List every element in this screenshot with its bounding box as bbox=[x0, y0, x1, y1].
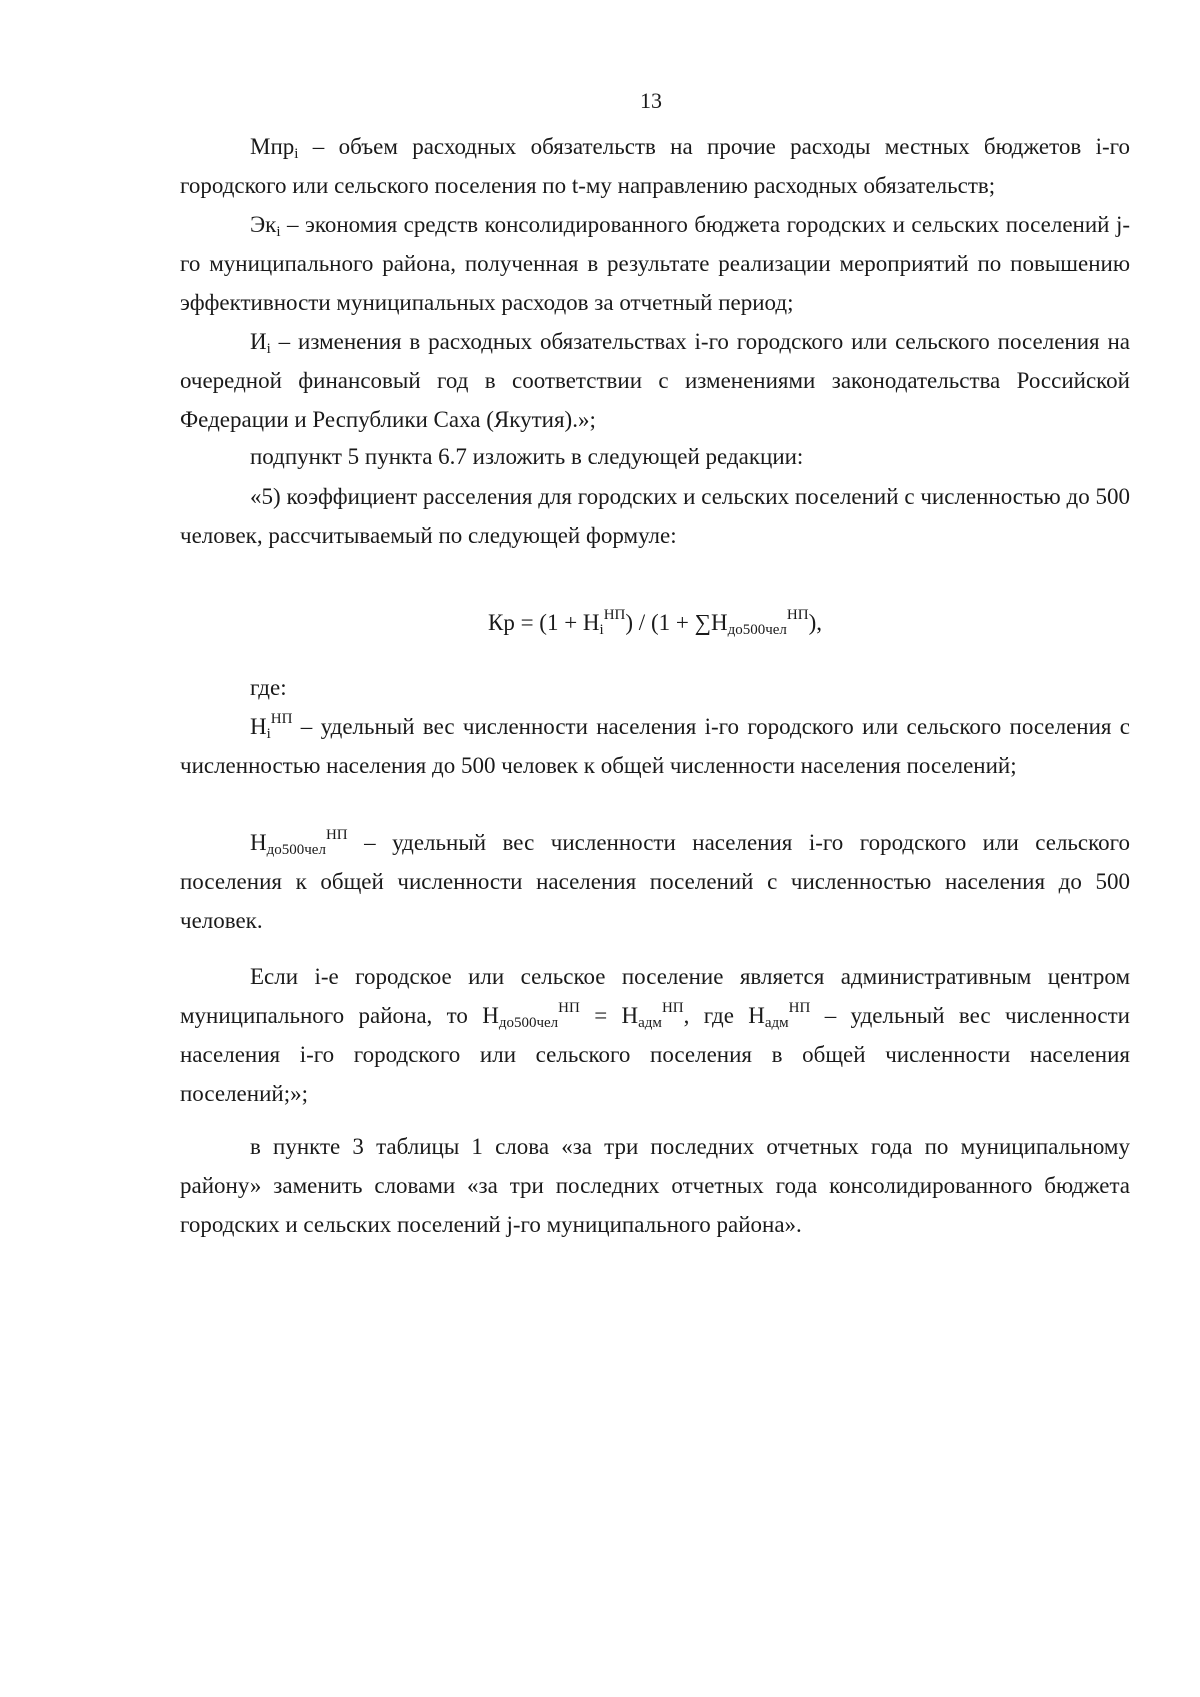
paragraph-table-1: в пункте 3 таблицы 1 слова «за три последних отчетных года по муниципальному району» заменить словами «за три последних отчетных года консолидированного бюджета городских и сельских поселений j-го муниципального района». bbox=[180, 1134, 1130, 1237]
paragraph-ek: $Эк_i$ – экономия средств консолидированного бюджета городских и сельских поселений j-го муниципального района, полученная в результате реализации мероприятий по повышению эффективности муниципальных расходов за отчетный период; bbox=[180, 212, 1130, 315]
formula-kr: Кр = $(1 + Н_i^{НП}) / (1 + \sum Н_{до500чел}^{НП})$, bbox=[487, 607, 822, 638]
paragraph-mpr: Мпр$_i$ – объем расходных обязательств на прочие расходы местных бюджетов i-го городского или сельского поселения по t-му направлению расходных обязательств; bbox=[180, 134, 1130, 198]
symbol-h-do500: Н bbox=[250, 830, 267, 855]
page-number: 13 bbox=[640, 88, 662, 113]
symbol-i: И bbox=[250, 329, 267, 354]
paragraph-i: $И_i$ – изменения в расходных обязательствах i-го городского или сельского поселения на очередной финансовый год в соответствии с изменениями законодательства Российской Федерации и Республики Саха (Якутия).»; bbox=[180, 329, 1130, 432]
paragraph-subitem-5: подпункт 5 пункта 6.7 изложить в следующей редакции: bbox=[250, 444, 804, 469]
symbol-ek: Эк bbox=[250, 212, 277, 237]
paragraph-h-do500: $Н_{до500чел}^{НП}$ – удельный вес численности населения i-го городского или сельского поселения к общей численности населения поселений с численностью населения до 500 человек. bbox=[180, 827, 1130, 933]
symbol-mpr: Мпр bbox=[250, 134, 295, 159]
paragraph-hi-np: $Н_i^{НП}$ – удельный вес численности населения i-го городского или сельского поселения с численностью населения до 500 человек к общей численности населения поселений; bbox=[180, 711, 1130, 778]
paragraph-admin-center: Если i-е городское или сельское поселение является административным центром муниципального района, то $Н_{до500чел}^{НП} = Н_{адм}^{НП}$, где $Н_{адм}^{НП}$ – удельный вес численности населения i-го городского или сельского поселения в общей численности населения поселений;»; bbox=[180, 964, 1130, 1106]
paragraph-coefficient: «5) коэффициент расселения для городских и сельских поселений с численностью до 500 человек, рассчитываемый по следующей формуле: bbox=[180, 484, 1130, 548]
symbol-hi: Н bbox=[250, 714, 267, 739]
paragraph-where: где: bbox=[250, 675, 287, 700]
